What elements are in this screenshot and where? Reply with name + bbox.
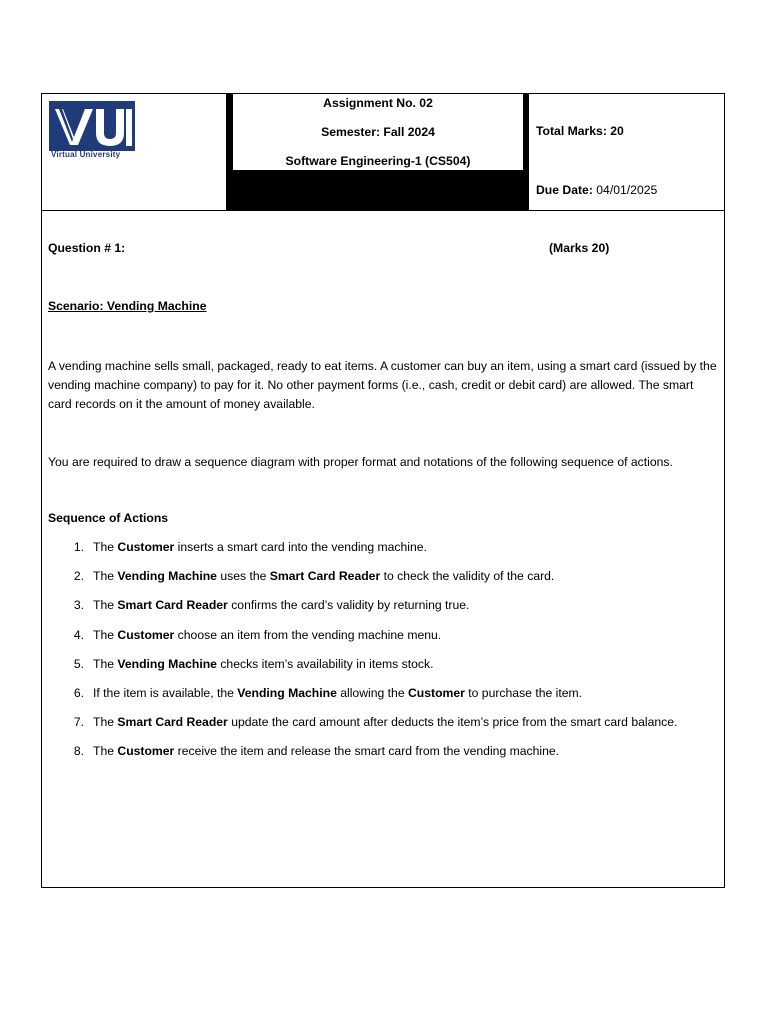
action-actor: Customer [117,744,175,759]
action-actor: Smart Card Reader [117,598,228,613]
action-fragment: The [93,744,118,759]
instructions-paragraph: You are required to draw a sequence diagram with proper format and notations of the following sequence of actions. [48,455,673,469]
scenario-paragraph: A vending machine sells small, packaged, ready to eat items. A customer can buy an item, using a smart card (issued by the vending machine company) to pay for it. No other payment forms (i.e., cash, credit or debit card) are allowed. The smart card records on it the amount of money available. [48,359,717,411]
action-item [48,686,720,715]
action-text [93,540,427,554]
action-actor: Customer [407,685,465,700]
scenario-heading: Scenario: Vending Machine [48,299,207,313]
action-fragment: The [93,627,118,642]
action-actor: Vending Machine [117,656,217,671]
due-date-value: 04/01/2025 [596,183,658,197]
question-marks: (Marks 20) [549,241,610,255]
action-fragment: The [93,540,118,554]
action-actor: Smart Card Reader [269,569,381,584]
action-fragment: inserts a smart card into the vending machine. [174,540,427,554]
action-number: 5. [73,656,84,671]
assignment-number: Assignment No. 02 [323,96,433,110]
action-number: 1. [73,540,84,554]
action-fragment: update the card amount after deducts the item’s price from the smart card balance. [227,715,678,730]
action-text [93,569,554,583]
action-fragment: to check the validity of the card. [380,569,555,584]
action-text [93,598,469,612]
header-divider [42,210,724,211]
action-text [93,657,433,671]
action-item [48,715,720,744]
action-number: 8. [73,744,84,759]
action-item [48,598,720,627]
action-actor: Customer [117,540,175,554]
action-item [48,569,720,598]
action-fragment: confirms the card’s validity by returning true. [227,598,470,613]
action-fragment: uses the [216,569,270,584]
sequence-heading: Sequence of Actions [48,511,169,525]
action-fragment: allowing the [336,685,408,700]
title-cell [227,94,529,210]
question-title: Question # 1: [48,241,126,255]
course-name: Software Engineering-1 (CS504) [285,154,471,168]
action-number: 7. [73,715,84,730]
semester: Semester: Fall 2024 [321,125,435,139]
action-text [93,715,677,729]
action-fragment: If the item is available, the [93,685,238,700]
action-fragment: choose an item from the vending machine menu. [174,627,442,642]
action-item [48,744,720,773]
action-actor: Vending Machine [117,569,217,584]
action-fragment: The [93,715,118,730]
logo-cell [42,94,227,210]
action-text [93,744,559,758]
action-fragment: receive the item and release the smart card from the vending machine. [174,744,560,759]
action-number: 4. [73,627,84,642]
action-text [93,628,441,642]
action-number: 6. [73,685,84,700]
action-actor: Smart Card Reader [117,715,228,730]
due-date-label: Due Date: [536,183,593,197]
action-item [48,540,720,569]
action-actor: Customer [117,627,175,642]
action-fragment: The [93,656,118,671]
vu-logo [49,101,135,151]
due-date [536,183,657,197]
action-number: 2. [73,569,84,584]
action-fragment: to purchase the item. [464,685,583,700]
action-fragment: checks item’s availability in items stock. [216,656,434,671]
total-marks: Total Marks: 20 [536,124,624,138]
vu-logo-mark [49,101,135,151]
action-item [48,657,720,686]
logo-caption: Virtual University [51,150,121,159]
action-number: 3. [73,598,84,613]
action-fragment: The [93,569,118,584]
action-text [93,686,582,700]
sequence-of-actions-list [48,540,720,774]
action-fragment: The [93,598,118,613]
marks-cell [529,94,725,210]
action-actor: Vending Machine [237,685,337,700]
title-panel [233,94,523,170]
action-item [48,628,720,657]
